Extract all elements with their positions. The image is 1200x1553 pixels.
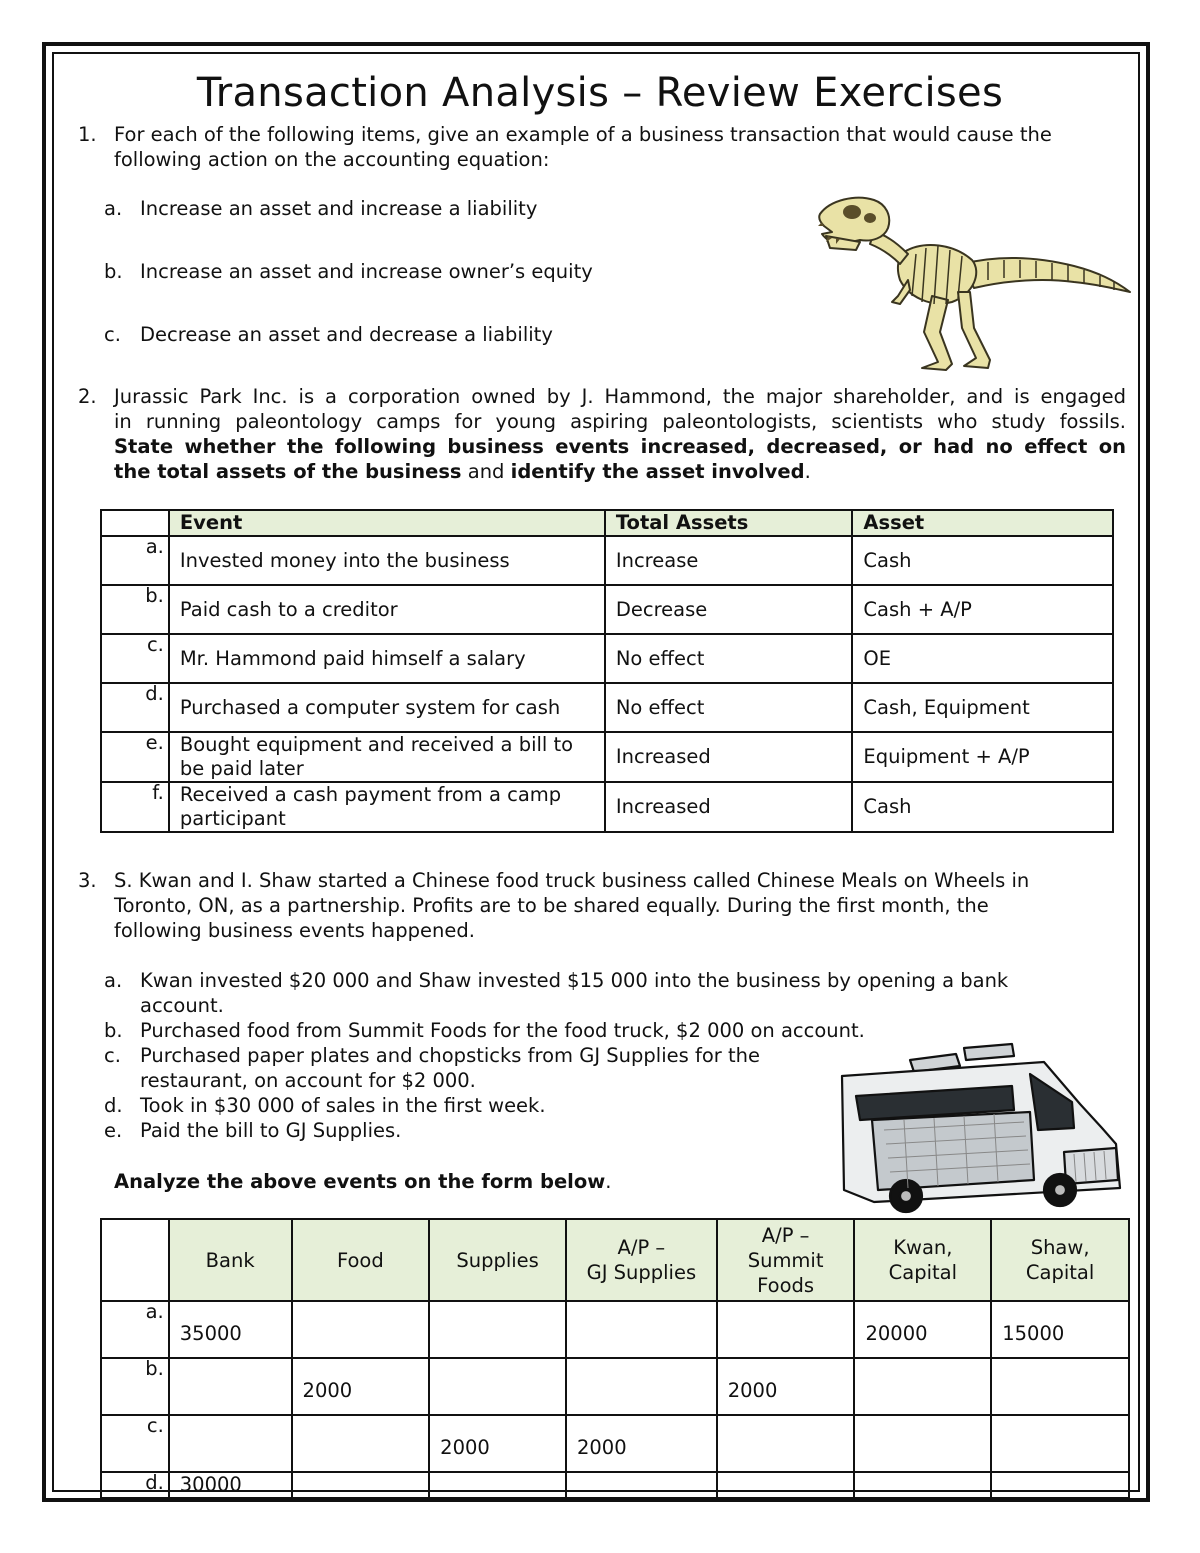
q3-item-a-line-2: account. bbox=[140, 994, 224, 1017]
food-cell[interactable]: 2000 bbox=[292, 1358, 430, 1415]
ap-gj-cell[interactable] bbox=[566, 1301, 717, 1358]
header-total-assets: Total Assets bbox=[605, 510, 853, 536]
row-label: c. bbox=[101, 634, 169, 683]
q3-instruction bbox=[114, 1169, 611, 1194]
row-label: a. bbox=[101, 536, 169, 585]
q3-item-a-line-1: Kwan invested $20 000 and Shaw invested $15 000 into the business by opening a bank bbox=[140, 969, 1009, 992]
shaw-capital-cell[interactable]: 15000 bbox=[991, 1301, 1129, 1358]
q2-line-4-bold-2: identify the asset involved bbox=[510, 460, 805, 483]
q3-item-c-line-1: Purchased paper plates and chopsticks from GJ Supplies for the bbox=[140, 1044, 760, 1067]
q3-line-2: Toronto, ON, as a partnership. Profits are to be shared equally. During the first month, the bbox=[114, 894, 989, 917]
q2-line-4-and: and bbox=[461, 460, 511, 483]
row-label: f. bbox=[101, 782, 169, 832]
q1-item-a-text: Increase an asset and increase a liability bbox=[140, 197, 538, 220]
header-bank-line-1: Bank bbox=[205, 1248, 255, 1272]
q2-line-1: Jurassic Park Inc. is a corporation owned by J. Hammond, the major shareholder, and is engaged bbox=[114, 385, 1126, 408]
q2-line-3 bbox=[114, 434, 1126, 459]
event-cell: Invested money into the business bbox=[169, 536, 605, 585]
food-cell[interactable] bbox=[292, 1472, 430, 1498]
row-label: c. bbox=[101, 1415, 169, 1472]
event-cell: Received a cash payment from a camp participant bbox=[169, 782, 605, 832]
q3-instruction-end: . bbox=[605, 1170, 612, 1193]
q3-instruction-bold: Analyze the above events on the form below bbox=[114, 1170, 606, 1193]
ap-summit-cell[interactable] bbox=[717, 1301, 855, 1358]
q1-item-a-label: a. bbox=[104, 197, 123, 220]
table-row bbox=[101, 782, 1113, 832]
header-shaw-line-2: Capital bbox=[1025, 1261, 1095, 1284]
kwan-capital-cell[interactable] bbox=[854, 1358, 991, 1415]
table-row bbox=[101, 585, 1113, 634]
page-title: Transaction Analysis – Review Exercises bbox=[196, 70, 1004, 116]
header-ap-summit-line-1: A/P – bbox=[761, 1223, 810, 1247]
table-row bbox=[101, 683, 1113, 732]
header-ap-gj-line-2: GJ Supplies bbox=[586, 1261, 697, 1284]
header-event: Event bbox=[169, 510, 605, 536]
ap-gj-cell[interactable] bbox=[566, 1472, 717, 1498]
row-label: e. bbox=[101, 732, 169, 782]
dinosaur-skeleton-illustration bbox=[812, 192, 1132, 374]
total-assets-cell[interactable]: Increased bbox=[605, 732, 853, 782]
row-label: b. bbox=[101, 1358, 169, 1415]
row-label: b. bbox=[101, 585, 169, 634]
header-ap-gj-line-1: A/P – bbox=[617, 1236, 666, 1259]
event-cell: Paid cash to a creditor bbox=[169, 585, 605, 634]
header-kwan-line-2: Capital bbox=[888, 1261, 958, 1284]
transaction-analysis-form bbox=[100, 1218, 1130, 1499]
asset-cell[interactable]: Cash bbox=[852, 536, 1113, 585]
q3-number: 3. bbox=[78, 869, 97, 892]
q3-item-b-line-1: Purchased food from Summit Foods for the food truck, $2 000 on account. bbox=[140, 1019, 865, 1042]
event-cell: Mr. Hammond paid himself a salary bbox=[169, 634, 605, 683]
header-ap-summit-line-3: Foods bbox=[757, 1273, 815, 1297]
header-shaw-capital bbox=[991, 1219, 1129, 1301]
q1-text: For each of the following items, give an example of a business transaction that would cause the following action on the accounting equation: bbox=[114, 123, 1052, 171]
q2-number: 2. bbox=[78, 385, 97, 408]
header-bank bbox=[169, 1219, 292, 1301]
q1-number: 1. bbox=[78, 123, 97, 146]
supplies-cell[interactable] bbox=[429, 1301, 566, 1358]
form-header-row bbox=[101, 1219, 1129, 1301]
header-shaw-line-1: Shaw, bbox=[1030, 1236, 1090, 1259]
header-kwan-capital bbox=[854, 1219, 991, 1301]
q3-item-b-label: b. bbox=[104, 1019, 123, 1042]
header-blank bbox=[101, 1219, 169, 1301]
total-assets-cell[interactable]: Increased bbox=[605, 782, 853, 832]
header-supplies bbox=[429, 1219, 566, 1301]
row-label: d. bbox=[101, 683, 169, 732]
supplies-cell[interactable]: 2000 bbox=[429, 1415, 566, 1472]
ap-summit-cell[interactable]: 2000 bbox=[717, 1358, 855, 1415]
asset-events-table bbox=[100, 509, 1114, 833]
ap-gj-cell[interactable]: 2000 bbox=[566, 1415, 717, 1472]
asset-cell[interactable]: Cash + A/P bbox=[852, 585, 1113, 634]
supplies-cell[interactable] bbox=[429, 1358, 566, 1415]
ap-summit-cell[interactable] bbox=[717, 1415, 855, 1472]
shaw-capital-cell[interactable] bbox=[991, 1472, 1129, 1498]
q3-item-c-line-2: restaurant, on account for $2 000. bbox=[140, 1069, 476, 1092]
q3-item-e-line-1: Paid the bill to GJ Supplies. bbox=[140, 1119, 402, 1142]
event-cell: Bought equipment and received a bill to be paid later bbox=[169, 732, 605, 782]
header-ap-gj-supplies bbox=[566, 1219, 717, 1301]
table-row bbox=[101, 634, 1113, 683]
header-ap-summit-foods bbox=[717, 1219, 855, 1301]
header-asset: Asset bbox=[852, 510, 1113, 536]
food-truck-illustration bbox=[834, 1040, 1128, 1216]
table-row bbox=[101, 536, 1113, 585]
q3-item-e-label: e. bbox=[104, 1119, 123, 1142]
row-label: a. bbox=[101, 1301, 169, 1358]
total-assets-cell[interactable]: No effect bbox=[605, 683, 853, 732]
table-row bbox=[101, 732, 1113, 782]
bank-cell[interactable]: 35000 bbox=[169, 1301, 292, 1358]
kwan-capital-cell[interactable]: 20000 bbox=[854, 1301, 991, 1358]
food-cell[interactable] bbox=[292, 1301, 430, 1358]
q2-line-3-bold: State whether the following business events increased, decreased, or had no effect on bbox=[114, 435, 1126, 458]
asset-cell[interactable]: Cash, Equipment bbox=[852, 683, 1113, 732]
q3-line-3: following business events happened. bbox=[114, 919, 475, 942]
bank-cell[interactable] bbox=[169, 1358, 292, 1415]
asset-cell[interactable]: Equipment + A/P bbox=[852, 732, 1113, 782]
bank-cell[interactable]: 30000 bbox=[169, 1472, 292, 1498]
table-row bbox=[101, 1472, 1129, 1498]
header-ap-summit-line-2: Summit bbox=[747, 1248, 824, 1272]
table-header-row bbox=[101, 510, 1113, 536]
total-assets-cell[interactable]: No effect bbox=[605, 634, 853, 683]
q2-line-2: in running paleontology camps for young aspiring paleontologists, scientists who study fossils. bbox=[114, 410, 1126, 433]
table-row bbox=[101, 1358, 1129, 1415]
q2-line-4-end: . bbox=[804, 460, 811, 483]
q3-item-d-line-1: Took in $30 000 of sales in the first week. bbox=[140, 1094, 546, 1117]
ap-summit-cell[interactable] bbox=[717, 1472, 855, 1498]
header-food bbox=[292, 1219, 430, 1301]
header-supplies-line-1: Supplies bbox=[456, 1248, 539, 1272]
food-cell[interactable] bbox=[292, 1415, 430, 1472]
header-blank bbox=[101, 510, 169, 536]
kwan-capital-cell[interactable] bbox=[854, 1415, 991, 1472]
table-row bbox=[101, 1301, 1129, 1358]
table-row bbox=[101, 1415, 1129, 1472]
shaw-capital-cell[interactable] bbox=[991, 1415, 1129, 1472]
q2-line-4 bbox=[114, 459, 811, 484]
total-assets-cell[interactable]: Increase bbox=[605, 536, 853, 585]
ap-gj-cell[interactable] bbox=[566, 1358, 717, 1415]
asset-cell[interactable]: OE bbox=[852, 634, 1113, 683]
q2-line-4-bold-1: the total assets of the business bbox=[114, 460, 462, 483]
q3-item-c-label: c. bbox=[104, 1044, 121, 1067]
q1-item-c-text: Decrease an asset and decrease a liability bbox=[140, 323, 553, 346]
header-food-line-1: Food bbox=[336, 1248, 384, 1272]
bank-cell[interactable] bbox=[169, 1415, 292, 1472]
q3-item-d-label: d. bbox=[104, 1094, 123, 1117]
event-cell: Purchased a computer system for cash bbox=[169, 683, 605, 732]
q3-item-a-label: a. bbox=[104, 969, 123, 992]
header-kwan-line-1: Kwan, bbox=[893, 1236, 953, 1259]
q1-item-c-label: c. bbox=[104, 323, 121, 346]
total-assets-cell[interactable]: Decrease bbox=[605, 585, 853, 634]
supplies-cell[interactable] bbox=[429, 1472, 566, 1498]
row-label: d. bbox=[101, 1472, 169, 1498]
q3-line-1: S. Kwan and I. Shaw started a Chinese food truck business called Chinese Meals on Wheels in bbox=[114, 869, 1030, 892]
q1-item-b-label: b. bbox=[104, 260, 123, 283]
kwan-capital-cell[interactable] bbox=[854, 1472, 991, 1498]
q1-item-b-text: Increase an asset and increase owner’s equity bbox=[140, 260, 593, 283]
shaw-capital-cell[interactable] bbox=[991, 1358, 1129, 1415]
asset-cell[interactable]: Cash bbox=[852, 782, 1113, 832]
